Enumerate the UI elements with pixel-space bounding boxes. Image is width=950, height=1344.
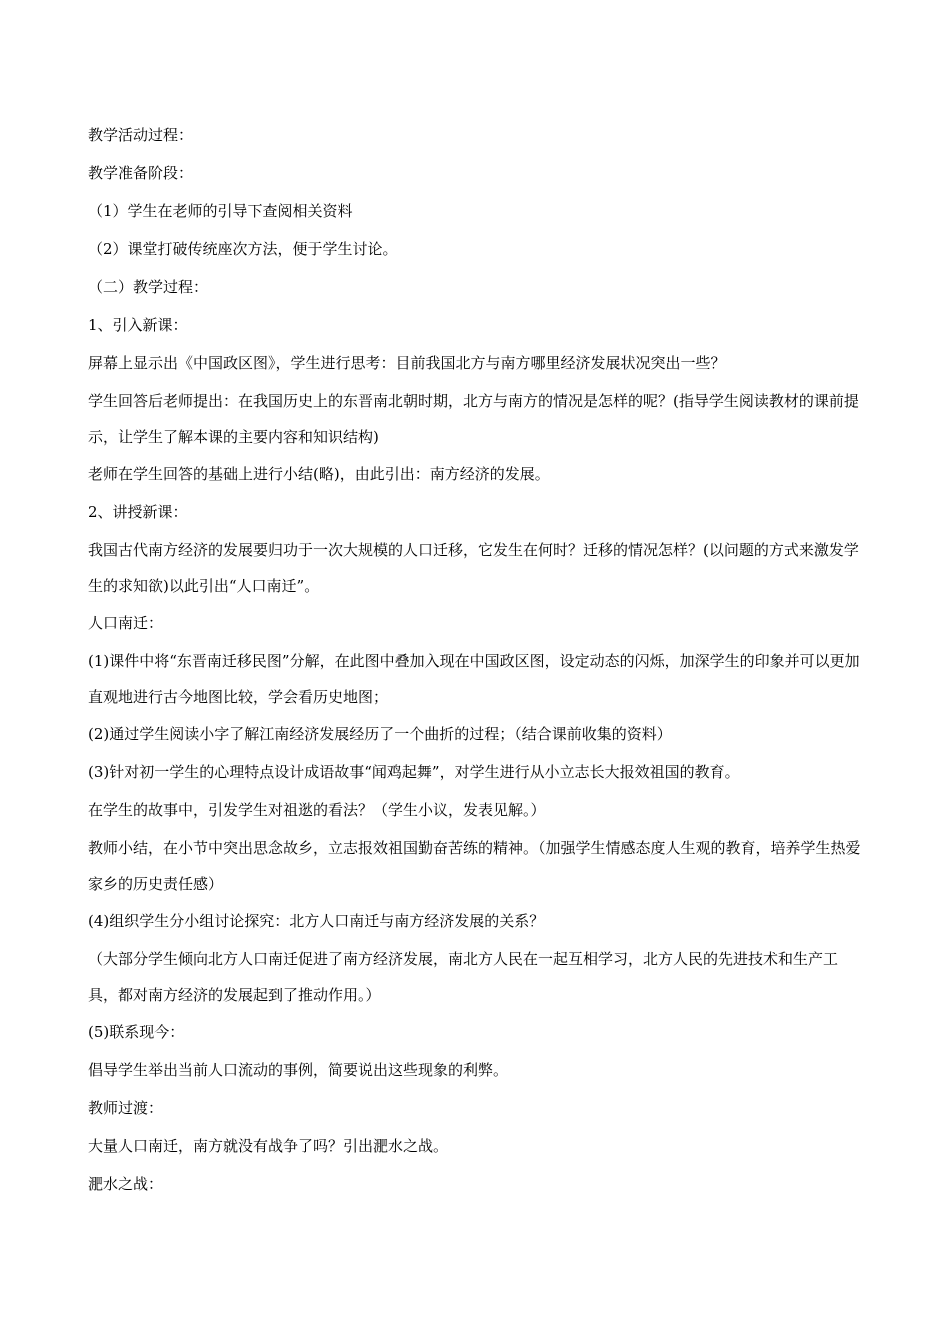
paragraph-feishui-heading: 淝水之战：: [88, 1175, 164, 1193]
paragraph-teacher-question: 学生回答后老师提出：在我国历史上的东晋南北朝时期，北方与南方的情况是怎样的呢？(指导学生阅读教材的课前提示，让学生了解本课的主要内容和知识结构): [88, 392, 859, 446]
paragraph-section-two: （二）教学过程：: [88, 278, 209, 296]
paragraph-step-4: (4)组织学生分小组讨论探究：北方人口南迁与南方经济发展的关系？: [88, 912, 545, 930]
paragraph-step-2: (2)通过学生阅读小字了解江南经济发展经历了一个曲折的过程；（结合课前收集的资料）: [88, 725, 672, 743]
paragraph-migration-examples: 倡导学生举出当前人口流动的事例，简要说出这些现象的利弊。: [88, 1061, 509, 1079]
paragraph-step-3: (3)针对初一学生的心理特点设计成语故事“闻鸡起舞”，对学生进行从小立志长大报效祖国的教育。: [88, 763, 740, 781]
paragraph-new-lesson-heading: 2、讲授新课：: [88, 503, 188, 521]
paragraph-student-discussion: （大部分学生倾向北方人口南迁促进了南方经济发展，南北方人民在一起互相学习，北方人民的先进技术和生产工具，都对南方经济的发展起到了推动作用。）: [88, 950, 839, 1004]
paragraph-teacher-summary: 老师在学生回答的基础上进行小结(略)，由此引出：南方经济的发展。: [88, 465, 550, 483]
paragraph-teaching-process: 教学活动过程：: [88, 126, 194, 144]
paragraph-intro-heading: 1、引入新课：: [88, 316, 188, 334]
paragraph-teacher-conclusion: 教师小结，在小节中突出思念故乡，立志报效祖国勤奋苦练的精神。（加强学生情感态度人生观的教育，培养学生热爱家乡的历史责任感）: [88, 839, 861, 893]
paragraph-step-1: (1)课件中将“东晋南迁移民图”分解，在此图中叠加入现在中国政区图，设定动态的闪烁，加深学生的印象并可以更加直观地进行古今地图比较，学会看历史地图；: [88, 652, 860, 706]
paragraph-preparation-stage: 教学准备阶段：: [88, 164, 194, 182]
paragraph-screen-map: 屏幕上显示出《中国政区图》，学生进行思考：目前我国北方与南方哪里经济发展状况突出一些？: [88, 354, 726, 372]
paragraph-prep-item-1: （1）学生在老师的引导下查阅相关资料: [88, 202, 353, 220]
paragraph-population-migration-intro: 我国古代南方经济的发展要归功于一次大规模的人口迁移，它发生在何时？迁移的情况怎样？(以问题的方式来激发学生的求知欲)以此引出“人口南迁”。: [88, 541, 859, 595]
document-body: [88, 123, 866, 1210]
paragraph-prep-item-2: （2）课堂打破传统座次方法，便于学生讨论。: [88, 240, 398, 258]
paragraph-teacher-transition: 教师过渡：: [88, 1099, 164, 1117]
paragraph-war-question: 大量人口南迁，南方就没有战争了吗？引出淝水之战。: [88, 1137, 449, 1155]
paragraph-step-5: (5)联系现今：: [88, 1023, 185, 1041]
paragraph-population-migration-heading: 人口南迁：: [88, 614, 164, 632]
paragraph-student-story: 在学生的故事中，引发学生对祖逖的看法？（学生小议，发表见解。）: [88, 801, 546, 819]
